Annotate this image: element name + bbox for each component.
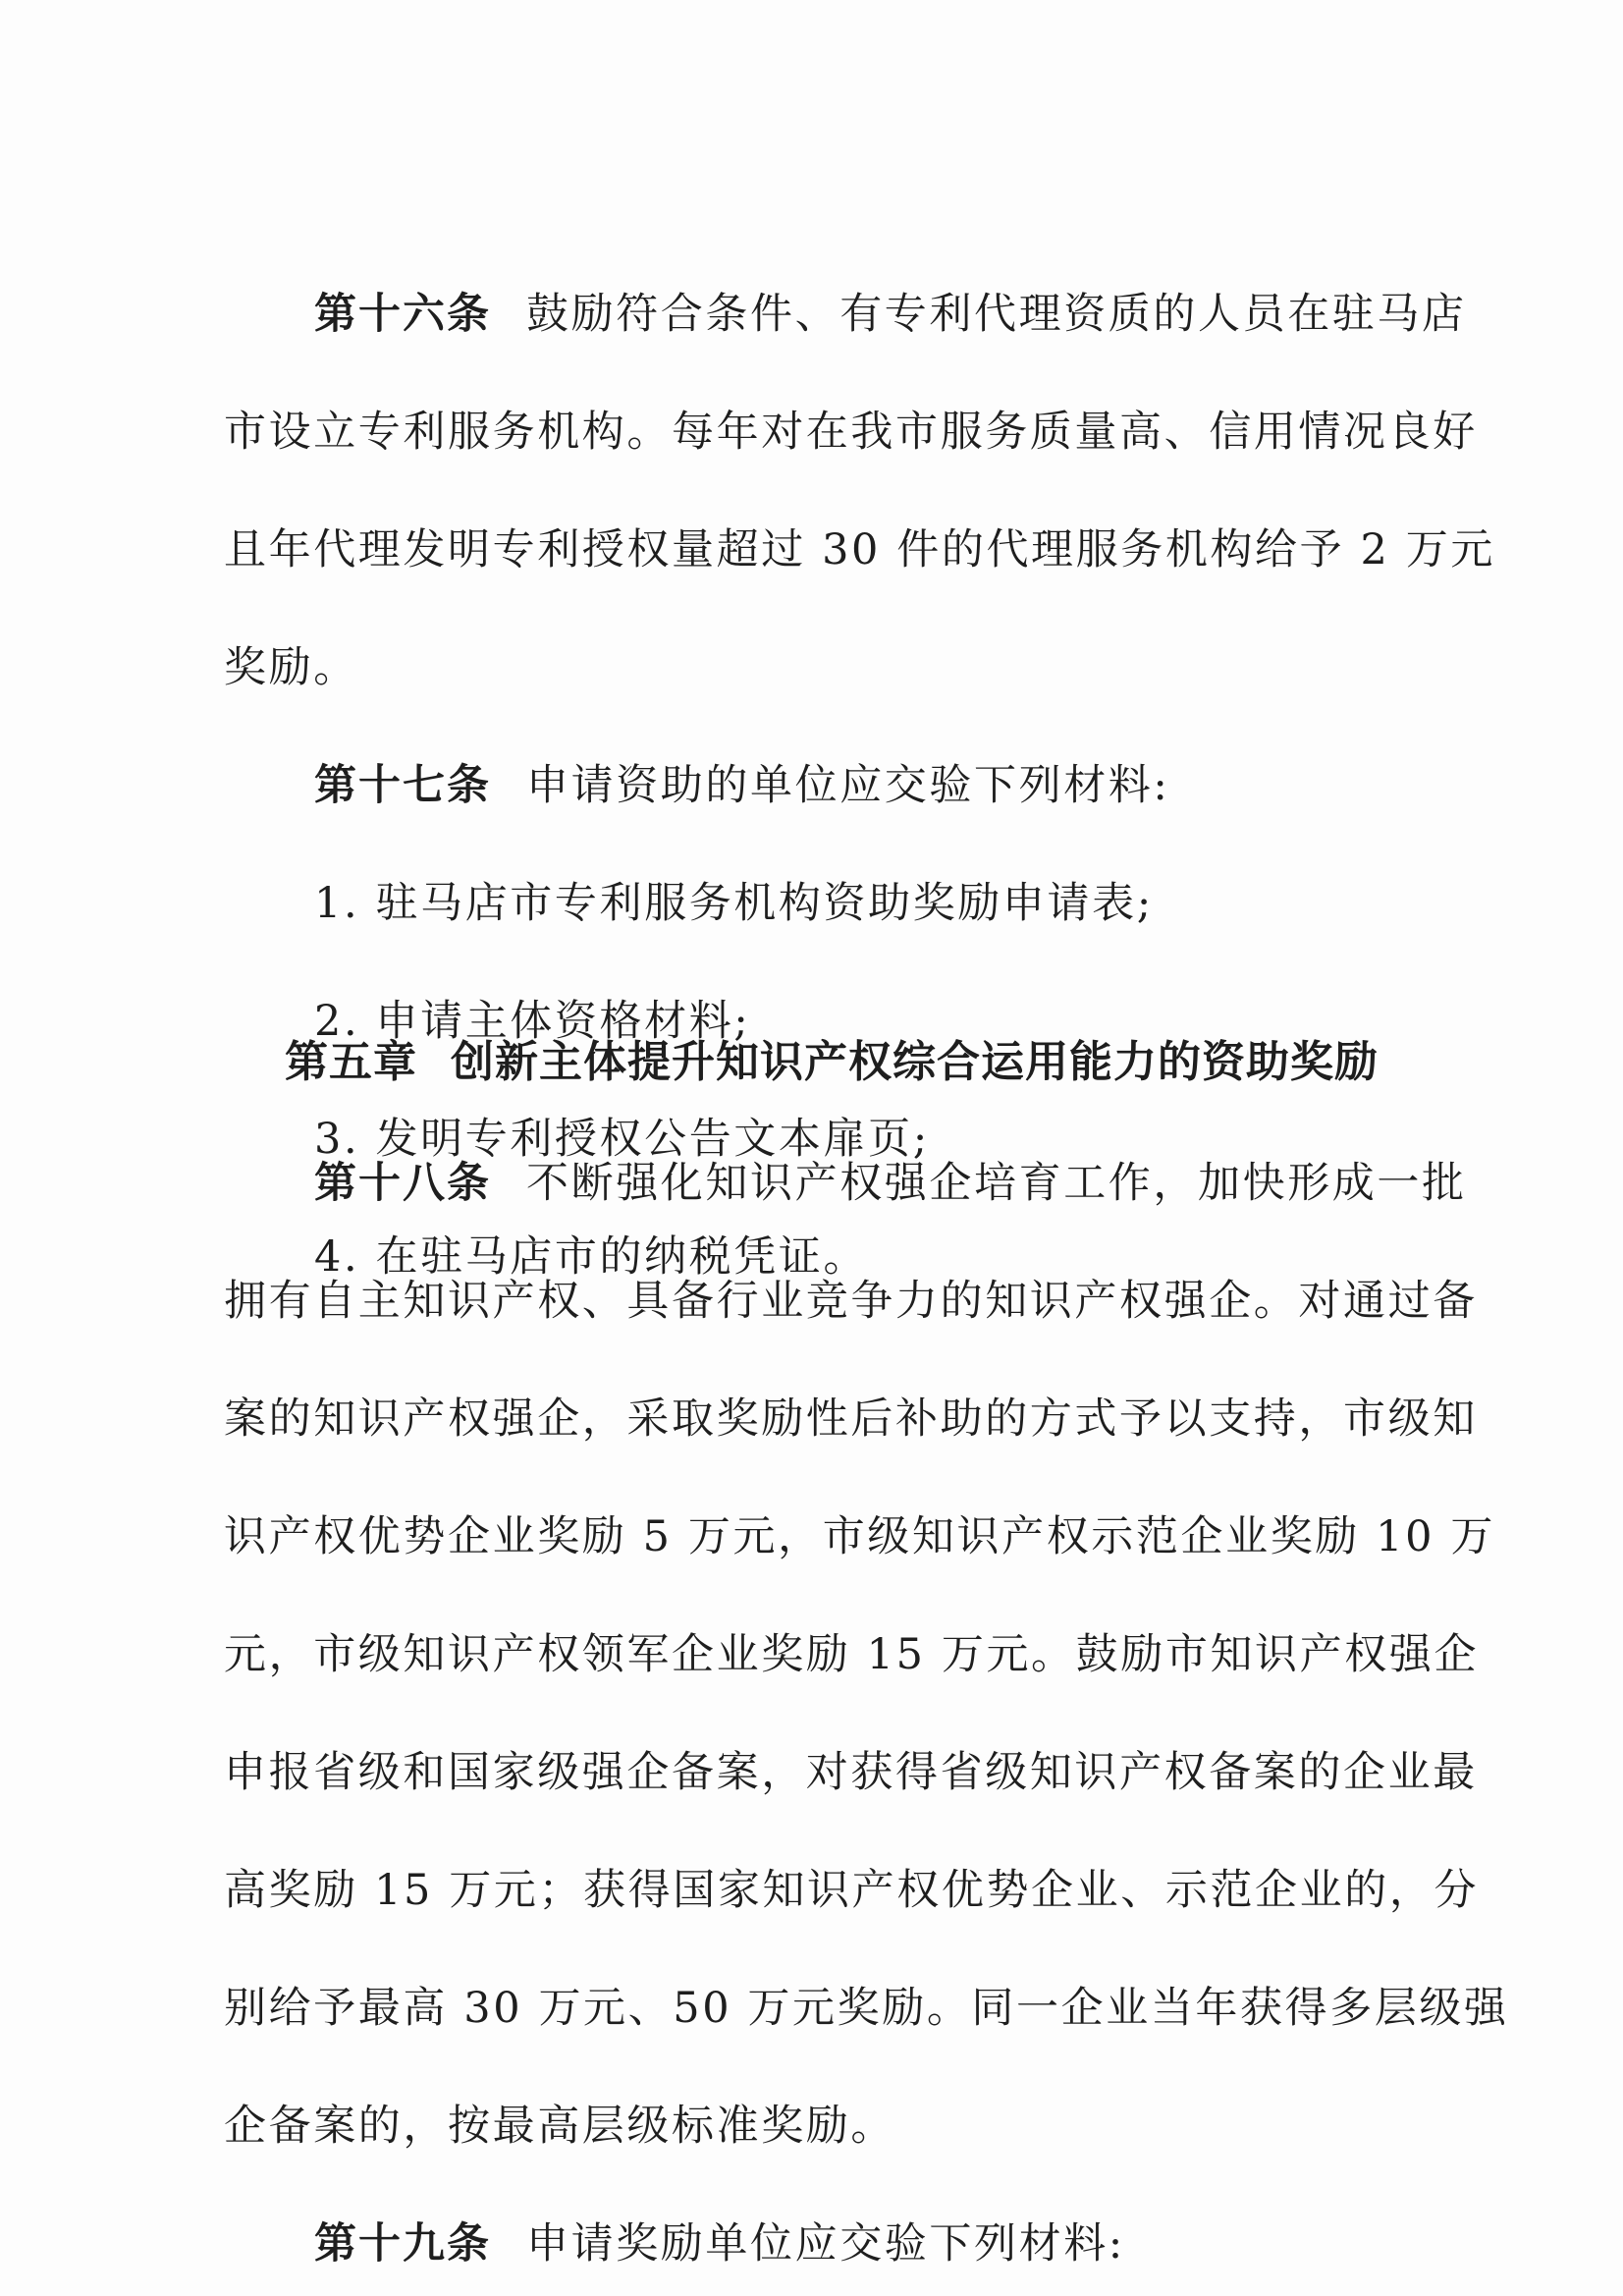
article-19-line-1 (314, 2214, 1434, 2273)
article-19-number: 第十九条 (314, 2219, 491, 2269)
article-16-line-3: 且年代理发明专利授权量超过 30 件的代理服务机构给予 2 万元 (224, 525, 1495, 574)
article-17-item-2: 2. 申请主体资格材料; (314, 997, 751, 1046)
article-18-line-7: 高奖励 15 万元；获得国家知识产权优势企业、示范企业的，分 (224, 1866, 1480, 1915)
article-18-line-2: 拥有自主知识产权、具备行业竞争力的知识产权强企。对通过备 (224, 1277, 1478, 1326)
article-18-line-5: 元，市级知识产权领军企业奖励 15 万元。鼓励市知识产权强企 (224, 1630, 1480, 1679)
article-17-item-4: 4. 在驻马店市的纳税凭证。 (314, 1232, 869, 1282)
article-17-item-3: 3. 发明专利授权公告文本扉页; (314, 1115, 930, 1164)
article-17-line-1 (314, 756, 1434, 815)
article-16-line-2: 市设立专利服务机构。每年对在我市服务质量高、信用情况良好 (224, 408, 1478, 457)
article-18-line-6: 申报省级和国家级强企备案，对获得省级知识产权备案的企业最 (224, 1748, 1478, 1797)
article-16-line-4: 奖励。 (224, 643, 358, 692)
chapter-5-number: 第五章 (285, 1037, 417, 1087)
article-18-line-3: 案的知识产权强企，采取奖励性后补助的方式予以支持，市级知 (224, 1394, 1478, 1444)
article-18-line-1 (314, 1154, 1467, 1213)
article-17-number: 第十七条 (314, 761, 491, 810)
article-18-line-9: 企备案的，按最高层级标准奖励。 (224, 2102, 895, 2151)
chapter-5-title: 创新主体提升知识产权综合运用能力的资助奖励 (451, 1037, 1379, 1087)
article-17-item-1: 1. 驻马店市专利服务机构资助奖励申请表; (314, 879, 1154, 928)
article-17-intro: 申请资助的单位应交验下列材料: (526, 761, 1170, 810)
article-19-intro: 申请奖励单位应交验下列材料: (526, 2219, 1125, 2269)
article-18-line-4: 识产权优势企业奖励 5 万元，市级知识产权示范企业奖励 10 万 (224, 1512, 1495, 1561)
article-18-text: 不断强化知识产权强企培育工作，加快形成一批 (526, 1159, 1467, 1208)
article-16-number: 第十六条 (314, 290, 491, 339)
article-18-number: 第十八条 (314, 1159, 491, 1208)
chapter-5-heading (285, 1033, 1379, 1092)
article-16-line-1 (314, 285, 1467, 344)
article-18-line-8: 别给予最高 30 万元、50 万元奖励。同一企业当年获得多层级强 (224, 1984, 1509, 2033)
article-16-text: 鼓励符合条件、有专利代理资质的人员在驻马店 (526, 290, 1467, 339)
